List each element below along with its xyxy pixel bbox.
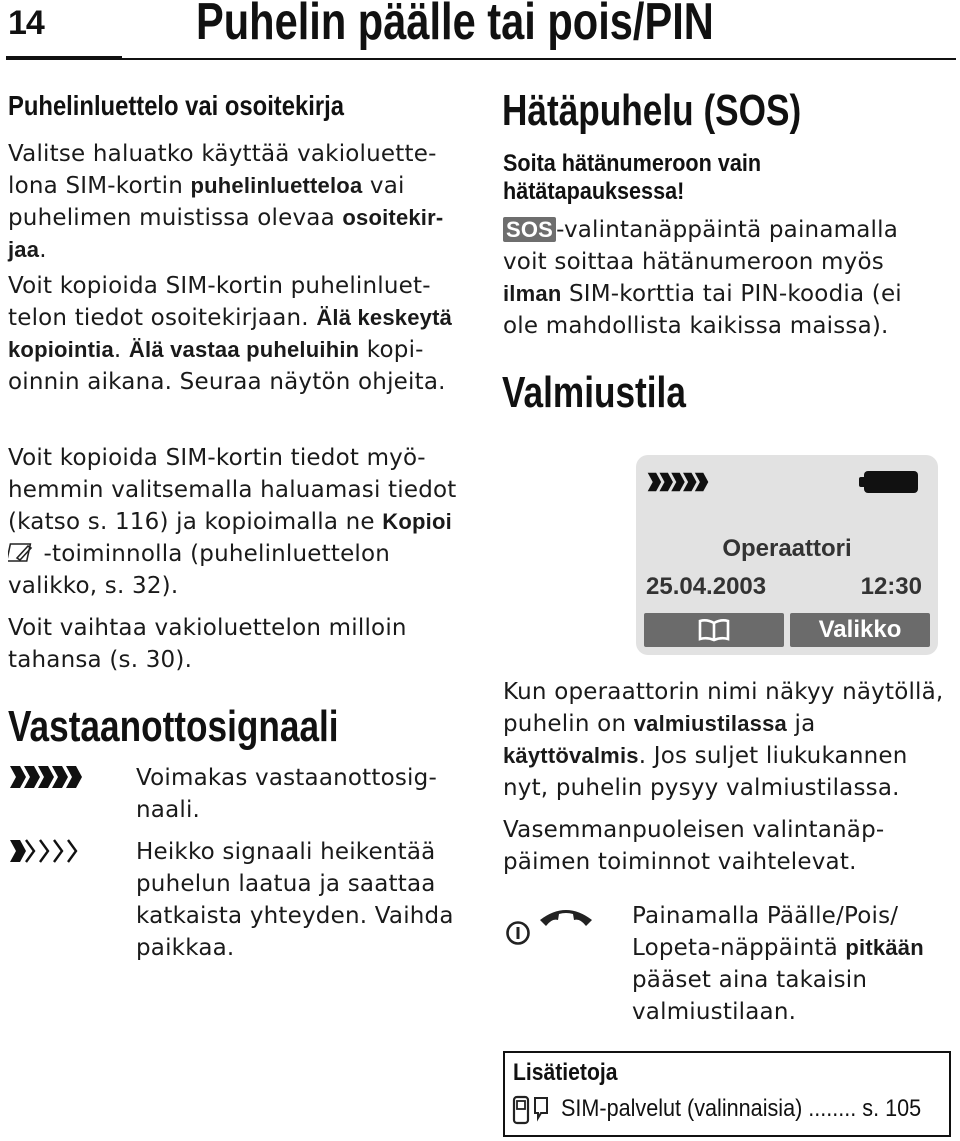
signal-segment xyxy=(10,840,26,862)
signal-segment xyxy=(26,840,34,862)
sos-paragraph xyxy=(503,214,943,342)
bold-term: puhelinluetteloa xyxy=(190,173,363,198)
sim-services-icon xyxy=(511,1095,555,1127)
text: -toiminnolla (puhelinluettelon valikko, s. 32). xyxy=(8,541,391,599)
signal-segment xyxy=(38,766,54,788)
page-number: 14 xyxy=(8,4,44,42)
text: -valintanäppäintä painamalla voit soittaa hätänumeroon myös xyxy=(503,217,899,275)
operator-name: Operaattori xyxy=(722,535,852,562)
signal-segment xyxy=(10,766,26,788)
header-rule-thick xyxy=(6,56,122,60)
text: Kun operaattorin nimi näkyy näytöllä, puhelin on xyxy=(503,679,944,737)
phonebook-paragraph-2 xyxy=(8,270,460,398)
header-rule xyxy=(122,58,956,60)
signal-segment xyxy=(52,766,68,788)
edit-pencil-icon xyxy=(8,541,36,565)
standby-paragraph-2: Vasemmanpuoleisen valintanäppäimen toiminnot vaihtelevat. xyxy=(503,817,885,875)
power-icon xyxy=(505,920,531,946)
left-softkey[interactable] xyxy=(644,613,784,647)
phonebook-heading: Puhelinluettelo vai osoitekirja xyxy=(8,90,344,121)
info-reference: SIM-palvelut (valinnaisia) ........ s. 105 xyxy=(561,1095,922,1122)
standby-paragraph-3 xyxy=(632,900,952,1028)
sos-key: SOS xyxy=(503,217,556,242)
display-signal-icon xyxy=(646,469,710,495)
end-call-icon xyxy=(536,904,596,930)
text: . xyxy=(39,237,47,263)
bold-term: osoitekirjaa xyxy=(8,205,444,262)
text: ja xyxy=(786,711,816,737)
phonebook-paragraph-4: Voit vaihtaa vakioluettelon milloin tahansa (s. 30). xyxy=(8,615,407,673)
standby-heading: Valmiustila xyxy=(502,368,686,417)
sos-warning: Soita hätänumeroon vain hätätapauksessa! xyxy=(503,150,762,205)
display-date: 25.04.2003 xyxy=(646,573,767,600)
text: Valitse haluatko käyttää vakioluettelona SIM-kortin xyxy=(8,141,437,199)
text: Voit kopioida SIM-kortin puhelinluettelon tiedot osoitekirjaan. xyxy=(8,273,431,331)
info-box xyxy=(503,1051,951,1137)
bold-term: Älä keskeytä kopiointia xyxy=(8,305,453,362)
sos-heading: Hätäpuhelu (SOS) xyxy=(502,86,802,135)
standby-paragraph-1 xyxy=(503,676,953,804)
display-time: 12:30 xyxy=(860,573,922,600)
book-icon xyxy=(694,617,734,643)
text: SIM-korttia tai PIN-koodia (ei ole mahdollista kaikissa maissa). xyxy=(503,281,902,339)
bold-term: ilman xyxy=(503,281,562,306)
bold-term: Älä vastaa puheluihin xyxy=(128,337,360,362)
bold-term: käyttövalmis xyxy=(503,743,639,768)
text: kopioinnin aikana. Seuraa näytön ohjeita. xyxy=(8,337,446,395)
signal-strong-text: Voimakas vastaanottosignaali. xyxy=(136,765,437,823)
softkey-label: Kopioi xyxy=(382,509,452,534)
signal-weak-icon xyxy=(8,836,84,866)
right-softkey-menu[interactable]: Valikko xyxy=(790,613,930,647)
signal-heading: Vastaanottosignaali xyxy=(8,702,339,751)
text: vai puhelimen muistissa olevaa xyxy=(8,173,405,231)
signal-segment xyxy=(68,840,76,862)
signal-segment xyxy=(648,473,661,492)
text: Painamalla Päälle/Pois/ Lopeta-näppäintä xyxy=(632,903,899,961)
signal-segment xyxy=(683,473,696,492)
signal-strong-icon xyxy=(8,762,84,792)
bold-term: valmiustilassa xyxy=(633,711,787,736)
signal-segment xyxy=(40,840,48,862)
phonebook-paragraph-3 xyxy=(8,442,460,602)
signal-segment xyxy=(24,766,40,788)
signal-segment xyxy=(66,766,82,788)
text: . xyxy=(113,337,129,363)
page-title: Puhelin päälle tai pois/PIN xyxy=(196,0,714,51)
info-title: Lisätietoja xyxy=(513,1059,618,1086)
signal-segment xyxy=(659,473,672,492)
signal-weak-text: Heikko signaali heikentää puhelun laatua ja saattaa katkaista yhteyden. Vaihda paikkaa. xyxy=(136,839,454,961)
phonebook-paragraph-1 xyxy=(8,138,460,266)
text: . Jos suljet liukukannen nyt, puhelin pysyy valmiustilassa. xyxy=(503,743,908,801)
battery-icon xyxy=(864,471,918,493)
bold-term: pitkään xyxy=(845,935,924,960)
text: Voit kopioida SIM-kortin tiedot myöhemmin valitsemalla haluamasi tiedot (katso s. 116) ja kopioimalla ne xyxy=(8,445,457,535)
phone-display xyxy=(636,455,938,655)
signal-segment xyxy=(54,840,62,862)
signal-segment xyxy=(695,473,708,492)
text: pääset aina takaisin valmiustilaan. xyxy=(632,967,868,1025)
signal-segment xyxy=(671,473,684,492)
